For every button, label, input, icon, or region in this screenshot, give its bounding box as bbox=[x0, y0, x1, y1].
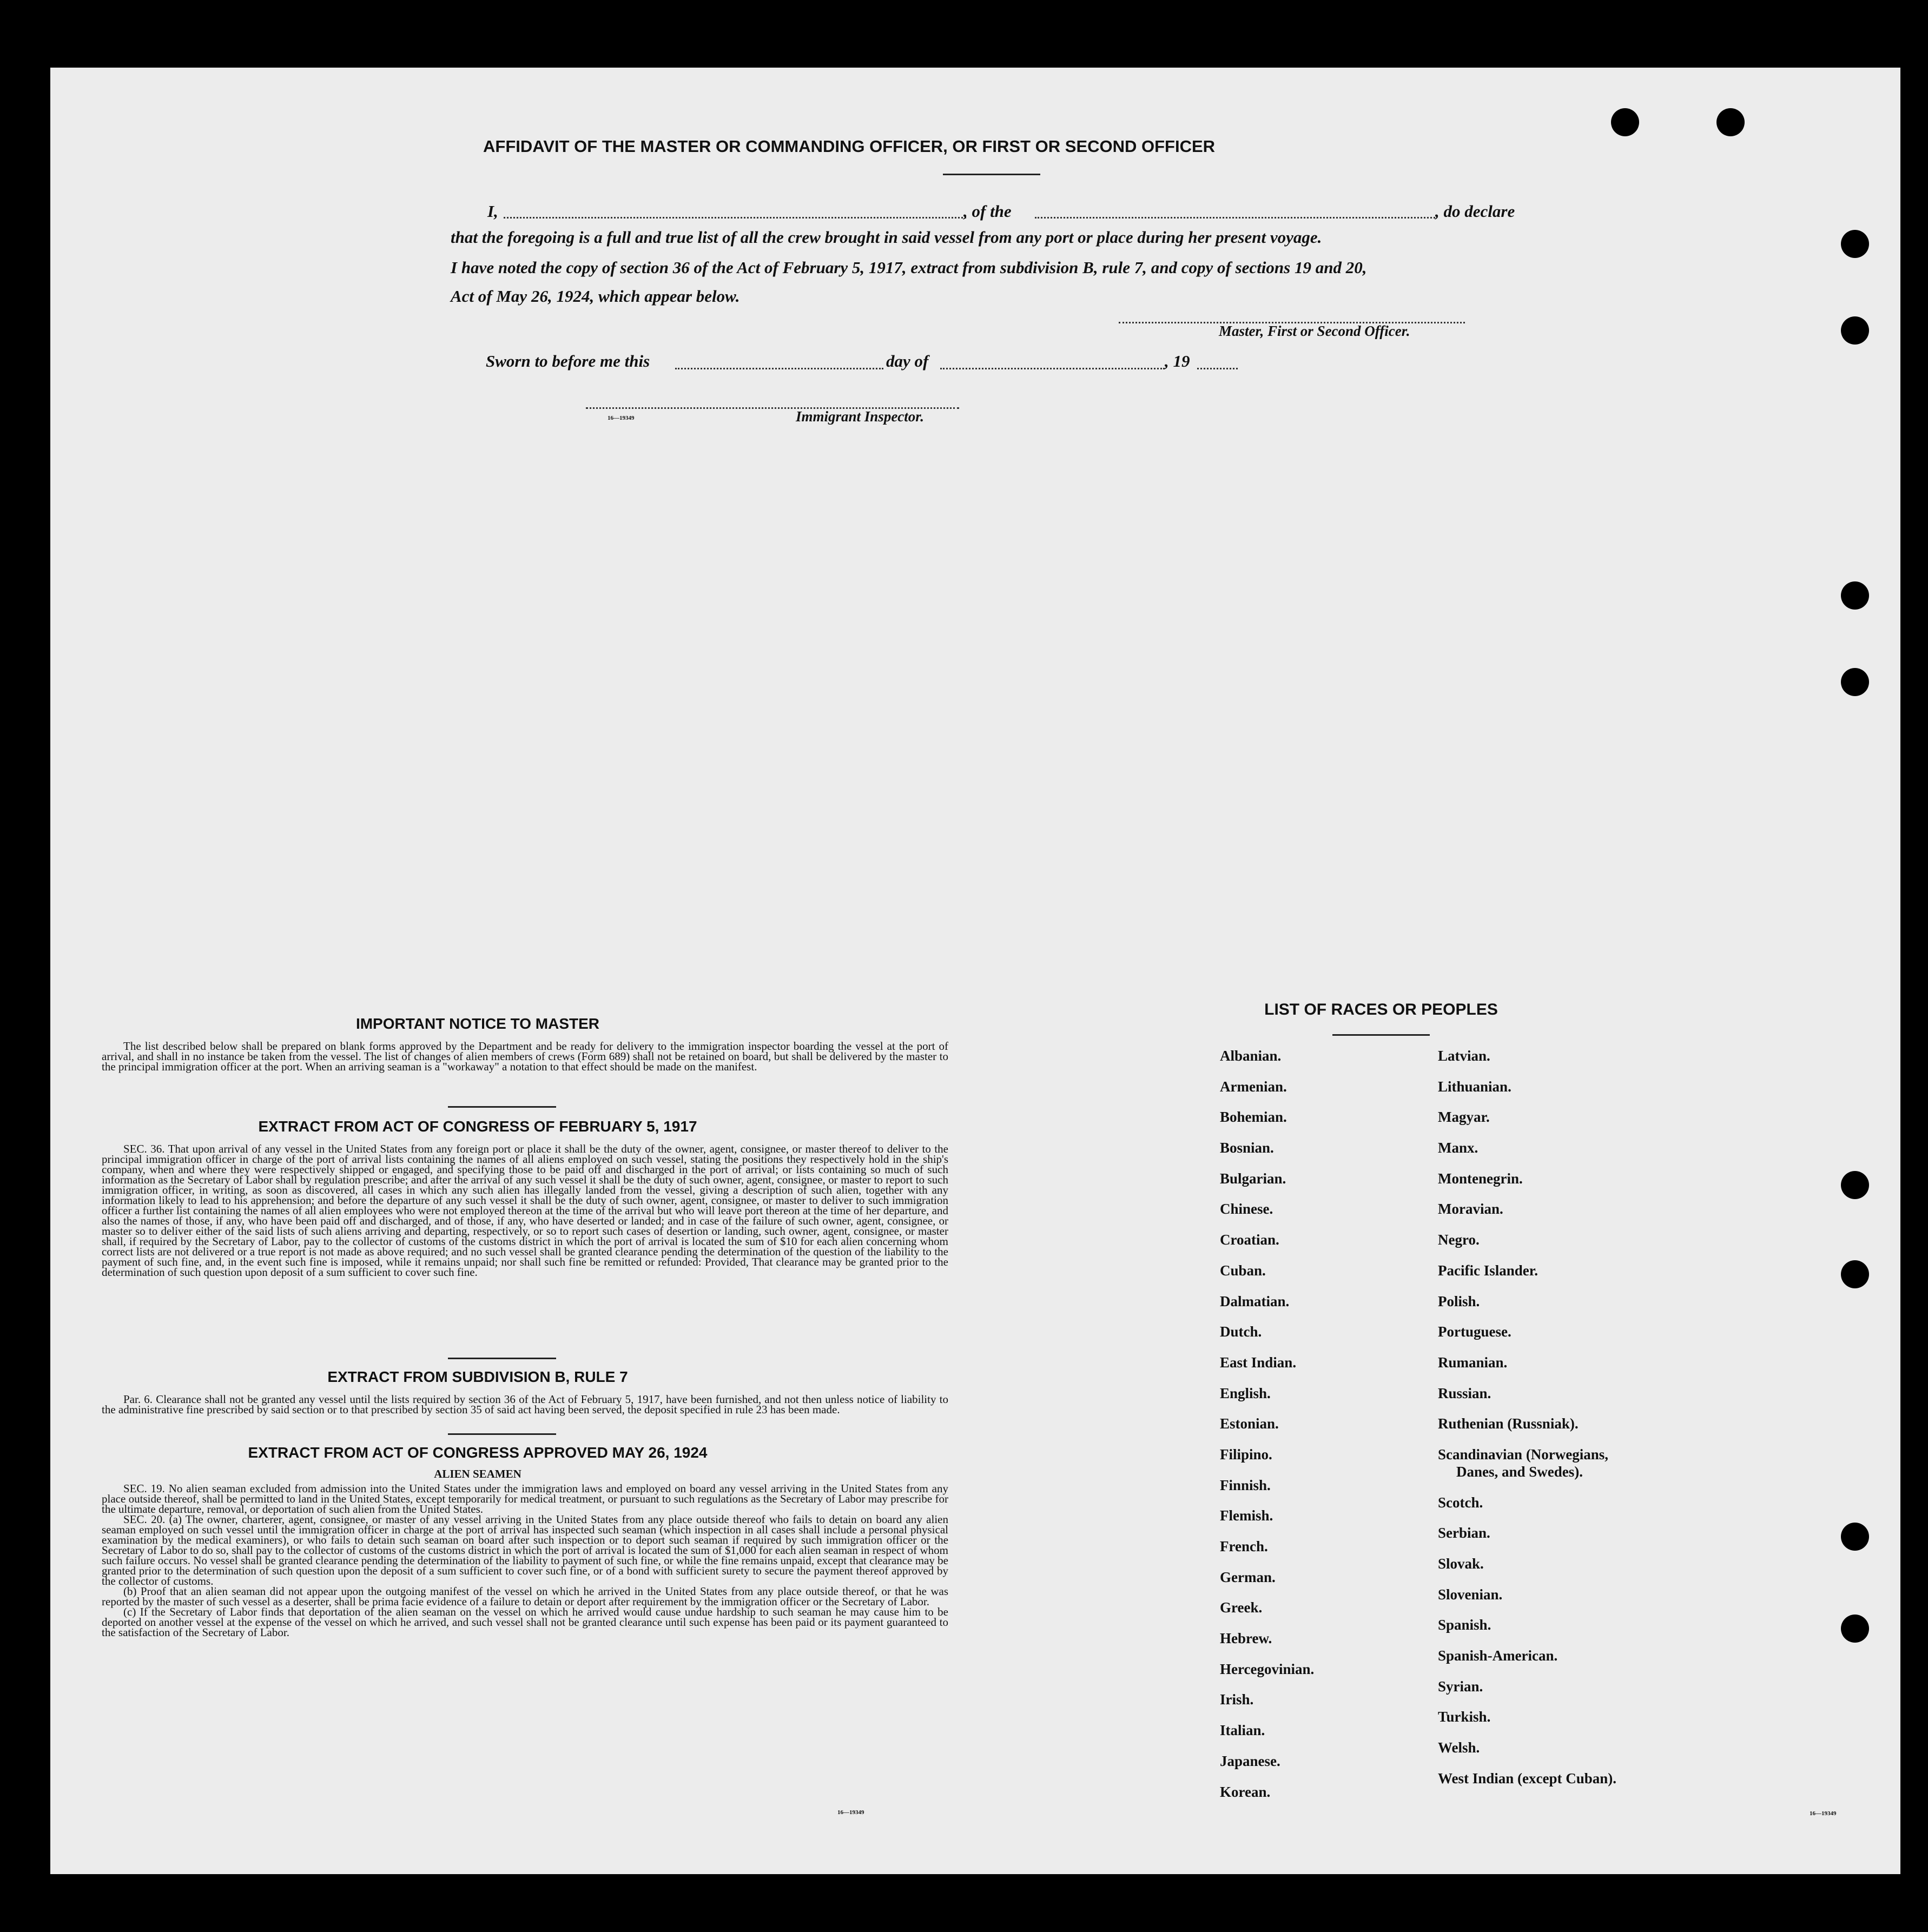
race-item: Flemish. bbox=[1220, 1507, 1273, 1524]
notice-text: The list described below shall be prepared on blank forms approved by the Department and be ready for delivery to the immigration inspector boarding the vessel at the port of arrival, and shall in no instance be taken from the vessel. The list of changes of alien members of crews (Form 689) shall not be retained on board, but shall be delivered by the master to the principal immigration officer at the port. When an arriving seaman is a "workaway" a notation to that effect should be made on the manifest. bbox=[102, 1040, 948, 1073]
extract-1924-text bbox=[102, 1484, 948, 1638]
form-number-top: 16—19349 bbox=[608, 415, 635, 421]
extract-1917-text: SEC. 36. That upon arrival of any vessel in the United States from any foreign port or place it shall be the duty of the owner, agent, consignee, or master thereof to deliver to the principal immigration officer in charge of the port of arrival lists containing the names of all aliens employed on such vessel, stating the positions they respectively hold in the ship's company, when and where they were respectively shipped or engaged, and specifying those to be paid off and discharged in the port of arrival; or lists containing so much of such information as the Secretary of Labor shall by regulation prescribe; and after the arrival of any such vessel it shall be the duty of such owner, agent, consignee, or master to report to such immigration officer, in writing, as soon as discovered, all cases in which any such alien has illegally landed from the vessel, giving a description of such alien, together with any information likely to lead to his apprehension; and before the departure of any such vessel it shall be the duty of such owner, agent, consignee, or master to deliver to such immigration officer a further list containing the names of all alien employees who were not employed thereon at the time of the arrival but who will leave port thereon at the time of her departure, and also the names of those, if any, who have been paid off and discharged, and of those, if any, who have deserted or landed; and in case of the failure of such owner, agent, consignee, or master so to deliver either of the said lists of such aliens arriving and departing, respectively, or so to report such cases of desertion or landing, such owner, agent, consignee, or master shall, if required by the Secretary of Labor, pay to the collector of customs of the customs district in which the port of arrival is located the sum of $10 for each alien concerning whom correct lists are not delivered or a true report is not made as above required; and no such vessel shall be granted clearance pending the determination of the question of the liability to the payment of such fine, and, in the event such fine is imposed, while it remains unpaid; nor shall such fine be remitted or refunded: Provided, That clearance may be granted prior to the determination of such question upon deposit of a sum sufficient to cover such fine. bbox=[102, 1142, 948, 1279]
extract-rule7-text: Par. 6. Clearance shall not be granted any vessel until the lists required by section 36 of the Act of February 5, 1917, have been furnished, and not then unless notice of liability to the administrative fine prescribed by said section or to that prescribed by section 35 of said act having been served, the deposit specified in rule 23 has been made. bbox=[102, 1393, 948, 1416]
race-item: Cuban. bbox=[1220, 1262, 1266, 1279]
sec-19: SEC. 19. No alien seaman excluded from admission into the United States under the immigration laws and employed on board any vessel arriving in the United States from any place outside thereof, shall be permitted to land in the United States, except temporarily for medical treatment, or pursuant to such regulations as the Secretary of Labor may prescribe for the ultimate departure, removal, or deportation of such alien from the United States. bbox=[102, 1482, 948, 1516]
sec-20a: SEC. 20. (a) The owner, charterer, agent, consignee, or master of any vessel arriving in the United States from any place outside thereof who fails to detain on board any alien seaman employed on such vessel until the immigration officer in charge at the port of arrival has inspected such seaman (which inspection in all cases shall include a personal physical examination by the medical examiners), or who fails to detain such seaman on board after such inspection or to deport such seaman if required by such immigration officer or the Secretary of Labor to do so, shall pay to the collector of customs of the customs district in which the port of arrival is located the sum of $1,000 for each alien seaman in respect of whom such failure occurs. No vessel shall be granted clearance pending the determination of the liability to payment of such fine, or while the fine remains unpaid, except that clearance may be granted prior to the determination of such question upon the deposit of a sum sufficient to cover such fine, or of a bond with sufficient surety to secure the payment thereof approved by the collector of customs. bbox=[102, 1513, 948, 1587]
punch-hole bbox=[1841, 1615, 1869, 1643]
punch-hole bbox=[1841, 230, 1869, 258]
race-item: Moravian. bbox=[1438, 1201, 1503, 1218]
declaration-line-2: that the foregoing is a full and true list of all the crew brought in said vessel from any port or place during her present voyage. bbox=[451, 228, 1322, 247]
punch-hole bbox=[1841, 1171, 1869, 1199]
races-right-column bbox=[1438, 1048, 1616, 1801]
declaration-line-3: I have noted the copy of section 36 of the Act of February 5, 1917, extract from subdivision B, rule 7, and copy of sections 19 and 20, bbox=[451, 258, 1367, 277]
race-item: Bohemian. bbox=[1220, 1109, 1287, 1126]
title-underline bbox=[943, 174, 1040, 175]
race-item: Danes, and Swedes). bbox=[1456, 1463, 1583, 1480]
race-item: Rumanian. bbox=[1438, 1354, 1508, 1371]
punch-hole bbox=[1841, 316, 1869, 345]
race-item: Lithuanian. bbox=[1438, 1078, 1511, 1095]
race-item: Korean. bbox=[1220, 1783, 1271, 1800]
declarant-line: I, , of the , do declare bbox=[487, 202, 1515, 221]
race-item: Portuguese. bbox=[1438, 1324, 1511, 1340]
race-item: Dalmatian. bbox=[1220, 1293, 1290, 1309]
race-item: West Indian (except Cuban). bbox=[1438, 1770, 1617, 1787]
divider-3 bbox=[448, 1433, 556, 1435]
name-blank[interactable] bbox=[504, 217, 966, 219]
race-item: Dutch. bbox=[1220, 1324, 1262, 1340]
extract-1924-title: EXTRACT FROM ACT OF CONGRESS APPROVED MAY 26, 1924 bbox=[248, 1444, 708, 1461]
form-page bbox=[50, 68, 1900, 1874]
race-item: Negro. bbox=[1438, 1232, 1480, 1248]
notice-title: IMPORTANT NOTICE TO MASTER bbox=[355, 1015, 600, 1032]
signature-label: Master, First or Second Officer. bbox=[1219, 323, 1410, 339]
race-item: Hebrew. bbox=[1220, 1630, 1272, 1647]
sec-20b: (b) Proof that an alien seaman did not appear upon the outgoing manifest of the vessel on which he arrived in the United States from any place outside thereof, or that he was reported by the master of such vessel as a deserter, shall be prima facie evidence of a failure to detain or deport after requirement by the immigration officer or the Secretary of Labor. bbox=[102, 1585, 948, 1608]
race-item: Turkish. bbox=[1438, 1709, 1491, 1725]
race-item: Manx. bbox=[1438, 1140, 1478, 1156]
race-item: Latvian. bbox=[1438, 1048, 1490, 1064]
races-underline bbox=[1332, 1034, 1430, 1036]
day-blank[interactable] bbox=[675, 368, 883, 369]
race-item: Scandinavian (Norwegians, bbox=[1438, 1446, 1609, 1463]
race-item: Syrian. bbox=[1438, 1678, 1483, 1695]
punch-hole bbox=[1841, 668, 1869, 696]
inspector-label: Immigrant Inspector. bbox=[796, 408, 925, 425]
vessel-blank[interactable] bbox=[1035, 217, 1435, 219]
punch-hole bbox=[1841, 581, 1869, 610]
race-item: Armenian. bbox=[1220, 1078, 1287, 1095]
race-item: Spanish-American. bbox=[1438, 1648, 1558, 1664]
race-item: Ruthenian (Russniak). bbox=[1438, 1415, 1579, 1432]
race-item: Pacific Islander. bbox=[1438, 1262, 1538, 1279]
race-item: Filipino. bbox=[1220, 1446, 1272, 1463]
punch-hole bbox=[1716, 108, 1745, 136]
affidavit-title: AFFIDAVIT OF THE MASTER OR COMMANDING OFFICER, OR FIRST OR SECOND OFFICER bbox=[483, 137, 1216, 156]
sworn-line: Sworn to before me this day of , 19 bbox=[486, 352, 1297, 373]
race-item: Slovak. bbox=[1438, 1556, 1484, 1572]
race-item: German. bbox=[1220, 1569, 1276, 1585]
race-item: Scotch. bbox=[1438, 1494, 1483, 1511]
race-item: French. bbox=[1220, 1538, 1268, 1554]
race-item: Chinese. bbox=[1220, 1201, 1273, 1218]
extract-1917-title: EXTRACT FROM ACT OF CONGRESS OF FEBRUARY 5, 1917 bbox=[258, 1118, 697, 1135]
race-item: Estonian. bbox=[1220, 1415, 1279, 1432]
race-item: Bosnian. bbox=[1220, 1140, 1274, 1156]
race-item: Finnish. bbox=[1220, 1477, 1271, 1493]
alien-seamen-subtitle: ALIEN SEAMEN bbox=[434, 1467, 521, 1480]
race-item: Slovenian. bbox=[1438, 1586, 1503, 1603]
form-number-left: 16—19349 bbox=[837, 1809, 864, 1816]
race-item: Montenegrin. bbox=[1438, 1170, 1523, 1187]
race-item: Croatian. bbox=[1220, 1232, 1279, 1248]
races-title: LIST OF RACES OR PEOPLES bbox=[1264, 1001, 1498, 1018]
races-left-column bbox=[1220, 1048, 1314, 1814]
race-item: Spanish. bbox=[1438, 1617, 1491, 1633]
race-item: Greek. bbox=[1220, 1599, 1263, 1616]
year-blank[interactable] bbox=[1197, 368, 1238, 369]
extract-rule7-title: EXTRACT FROM SUBDIVISION B, RULE 7 bbox=[327, 1368, 628, 1385]
divider-1 bbox=[448, 1106, 556, 1108]
punch-hole bbox=[1841, 1523, 1869, 1551]
race-item: Irish. bbox=[1220, 1691, 1254, 1708]
race-item: Russian. bbox=[1438, 1385, 1491, 1401]
race-item: Polish. bbox=[1438, 1293, 1480, 1309]
race-item: Magyar. bbox=[1438, 1109, 1490, 1126]
divider-2 bbox=[448, 1358, 556, 1359]
race-item: English. bbox=[1220, 1385, 1271, 1401]
race-item: East Indian. bbox=[1220, 1354, 1297, 1371]
declaration-line-4: Act of May 26, 1924, which appear below. bbox=[451, 287, 740, 306]
race-item: Hercegovinian. bbox=[1220, 1660, 1315, 1677]
sec-20c: (c) If the Secretary of Labor finds that deportation of the alien seaman on the vessel on which he arrived would cause undue hardship to such seaman he may cause him to be deported on another vessel at the expense of the vessel on which he arrived, and such vessel shall not be granted clearance until such expense has been paid or its payment guaranteed to the satisfaction of the Secretary of Labor. bbox=[102, 1605, 948, 1639]
punch-hole bbox=[1841, 1260, 1869, 1288]
punch-hole bbox=[1611, 108, 1639, 136]
month-blank[interactable] bbox=[940, 368, 1165, 369]
race-item: Serbian. bbox=[1438, 1525, 1490, 1541]
race-item: Italian. bbox=[1220, 1722, 1265, 1739]
form-number-right: 16—19349 bbox=[1810, 1810, 1837, 1817]
race-item: Japanese. bbox=[1220, 1752, 1280, 1769]
race-item: Albanian. bbox=[1220, 1048, 1282, 1064]
race-item: Bulgarian. bbox=[1220, 1170, 1286, 1187]
race-item: Welsh. bbox=[1438, 1739, 1480, 1756]
